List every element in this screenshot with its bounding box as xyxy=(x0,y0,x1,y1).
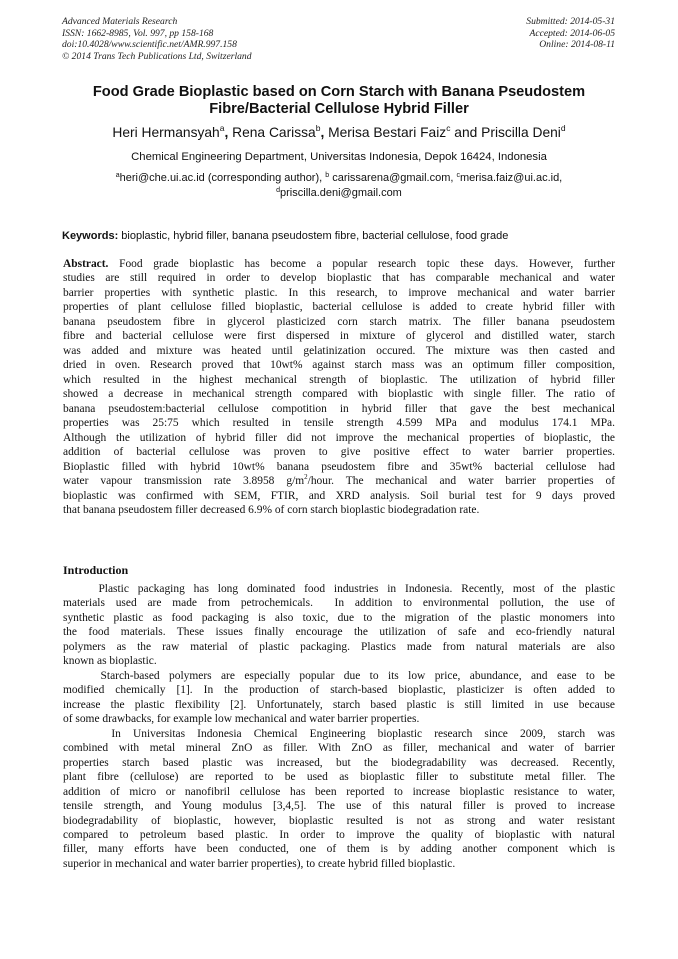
paragraph-line: increase the plastic flexibility [2]. Unfortunately, starch based plastic is still limited in use because xyxy=(63,698,615,711)
email-mark: b xyxy=(325,172,330,179)
paragraph xyxy=(63,727,615,872)
author-emails xyxy=(62,171,616,200)
abstract-body xyxy=(63,271,615,474)
email-link[interactable]: carissarena@gmail.com, xyxy=(329,172,457,184)
paragraph-line: combined with metal mineral ZnO as filler. With ZnO as filler, mechanical and water of barrier xyxy=(63,742,615,755)
paragraph-line: synthetic plastic as food packaging is also toxic, due to the migration of the plastic monomers into xyxy=(63,611,615,624)
abstract-label: Abstract. xyxy=(63,258,109,270)
abstract-line: properties of plant cellulose filled bioplastic, bacterial cellulose is added to create hybrid filler with xyxy=(63,301,615,314)
paragraph-line: the food materials. These issues finally encourage the utilization of safe and eco-friendly natural xyxy=(63,626,615,639)
abstract-line: showed a decrease in mechanical strength compared with bioplastic with single filler. The ratio of xyxy=(63,388,615,401)
section-heading: Introduction xyxy=(63,563,129,577)
author-mark: b xyxy=(315,123,321,133)
author-name: Priscilla Deni xyxy=(481,125,561,140)
affiliation: Chemical Engineering Department, Universitas Indonesia, Depok 16424, Indonesia xyxy=(131,151,547,163)
author-name: Heri Hermansyah xyxy=(112,125,220,140)
keywords-text: bioplastic, hybrid filler, banana pseudostem fibre, bacterial cellulose, food grade xyxy=(118,230,509,242)
journal-name: Advanced Materials Research xyxy=(62,16,178,27)
author-separator: and xyxy=(450,125,482,140)
paragraph-line: materials used are made from petrochemicals. In addition to environmental pollution, the use of xyxy=(63,597,615,610)
paragraph-line: properties starch based plastic was increased, but the biodegradability was decreased. Recently, xyxy=(63,756,615,769)
email-link[interactable]: heri@che.ui.ac.id (corresponding author), xyxy=(119,172,326,184)
paragraph-line: modified chemically [1]. In the production of starch-based bioplastic, plasticizer is often added to xyxy=(63,684,615,697)
journal-header xyxy=(62,16,362,62)
paragraph xyxy=(63,582,615,669)
abstract-line: addition of bacterial cellulose was proven to give positive effect to water barrier properties. xyxy=(63,446,615,459)
paragraph-line: known as bioplastic. xyxy=(63,655,157,668)
abstract-line xyxy=(63,257,615,271)
abstract-line: Although the utilization of hybrid filler did not improve the mechanical properties of bioplastic, the xyxy=(63,431,615,444)
paragraph-line: In Universitas Indonesia Chemical Engineering bioplastic research since 2009, starch was xyxy=(63,727,615,740)
online-date: Online: 2014-08-11 xyxy=(539,39,615,50)
keywords-label: Keywords: xyxy=(62,230,119,242)
introduction-body xyxy=(63,582,615,871)
email-mark: d xyxy=(276,186,281,194)
author-mark: c xyxy=(446,123,451,133)
abstract-line: fibre and bacterial cellulose were first dispersed in mixture of glycerol and distilled water, starch xyxy=(63,330,615,343)
paper-title xyxy=(62,84,616,118)
superscript: 2 xyxy=(304,473,308,482)
submitted-date: Submitted: 2014-05-31 xyxy=(526,16,615,27)
abstract-line: studies are still required in order to develop bioplastic that has comparable mechanical and water xyxy=(63,272,615,285)
title-line: Fibre/Bacterial Cellulose Hybrid Filler xyxy=(209,101,469,117)
abstract-line: was added and mixture was heated until gelatinization occured. The mixture was then casted and xyxy=(63,344,615,357)
paragraph-line: plant fibre (cellulose) are reported to be used as bioplastic filler to substitute metal filler. The xyxy=(63,771,615,784)
abstract-line: which resulted in the highest mechanical strength of bioplastic. The utilization of hybrid filler xyxy=(63,373,615,386)
abstract-text: /hour. The mechanical and water barrier properties of xyxy=(307,475,616,488)
abstract-line: banana pseudostem fibre in glycerol plasticized corn starch matrix. The filler banana pseudostem xyxy=(63,315,615,328)
abstract xyxy=(63,257,615,517)
author-mark: d xyxy=(560,123,566,133)
publication-dates xyxy=(395,16,615,51)
abstract-line: that banana pseudostem filler decreased 6.9% of corn starch bioplastic biodegradation rate. xyxy=(63,503,480,516)
abstract-line: bioplastic was confirmed with SEM, FTIR, and XRD analysis. Soil burial test for 9 days proved xyxy=(63,489,615,502)
abstract-line: barrier properties with synthetic plastic. In this research, to improve mechanical and water barrier xyxy=(63,286,615,299)
email-mark: c xyxy=(456,172,460,179)
abstract-line xyxy=(63,474,615,488)
email-link[interactable]: merisa.faiz@ui.ac.id, xyxy=(459,172,563,184)
email-mark: a xyxy=(115,172,120,179)
paragraph-line: Starch-based polymers are especially popular due to its low price, abundance, and ease to be xyxy=(63,669,615,682)
email-line xyxy=(62,186,616,201)
abstract-tail xyxy=(63,489,615,518)
email-link[interactable]: priscilla.deni@gmail.com xyxy=(280,186,402,199)
title-line: Food Grade Bioplastic based on Corn Starch with Banana Pseudostem xyxy=(92,84,586,100)
abstract-line: dried in oven. Research proved that 10wt% against starch mass was an optimum filler composition, xyxy=(63,359,615,372)
paragraph-line: superior in mechanical and water barrier properties), to create hybrid filled bioplastic. xyxy=(63,857,456,870)
paragraph-line: of some drawbacks, for example low mechanical and water barrier properties. xyxy=(63,713,420,726)
accepted-date: Accepted: 2014-06-05 xyxy=(529,27,615,39)
paragraph-line: Plastic packaging has long dominated food industries in Indonesia. Recently, most of the plastic xyxy=(63,583,615,595)
abstract-text: water vapour transmission rate 3.8958 g/m xyxy=(63,475,305,488)
author-mark: a xyxy=(219,123,225,133)
paragraph-line: polymers as the raw material of plastic packaging. Plastics made from natural materials are also xyxy=(63,640,615,653)
paragraph xyxy=(63,669,615,727)
paragraph-line: filler, many efforts have been conducted, one of them is by adding another component which is xyxy=(63,843,615,856)
keywords xyxy=(62,229,616,243)
paragraph-line: biodegradability of bioplastic, however, bioplastic resulted is not as strong and water resistant xyxy=(63,814,615,827)
author-name: Rena Carissa xyxy=(232,125,316,140)
author-separator: , xyxy=(224,125,233,140)
email-line xyxy=(62,171,616,186)
author-name: Merisa Bestari Faiz xyxy=(328,125,447,140)
author-separator: , xyxy=(320,125,329,140)
journal-copyright: © 2014 Trans Tech Publications Ltd, Switzerland xyxy=(62,50,252,62)
journal-doi: doi:10.4028/www.scientific.net/AMR.997.158 xyxy=(62,39,237,50)
author-list xyxy=(62,124,616,141)
paragraph-line: tensile strength, and Young modulus [3,4,5]. The use of this natural filler is proved to increase xyxy=(63,800,615,813)
abstract-line: properties was 25:75 which resulted in tensile strength 4.599 MPa and modulus 174.1 MPa. xyxy=(63,417,615,430)
abstract-line: banana pseudostem:bacterial cellulose compotition in hybrid filler that gave the best mechanical xyxy=(63,402,615,415)
abstract-line: Bioplastic filled with hybrid 10wt% banana pseudostem fibre and 35wt% bacterial cellulose had xyxy=(63,460,615,473)
journal-issn: ISSN: 1662-8985, Vol. 997, pp 158-168 xyxy=(62,27,214,39)
paragraph-line: addition of micro or nanofibril cellulose has been reported to increase bioplastic resistance to water, xyxy=(63,785,615,798)
paragraph-line: compared to petroleum based plastic. In order to improve the quality of bioplastic with natural xyxy=(63,828,615,841)
abstract-text: Food grade bioplastic has become a popular research topic these days. However, further xyxy=(108,258,615,270)
